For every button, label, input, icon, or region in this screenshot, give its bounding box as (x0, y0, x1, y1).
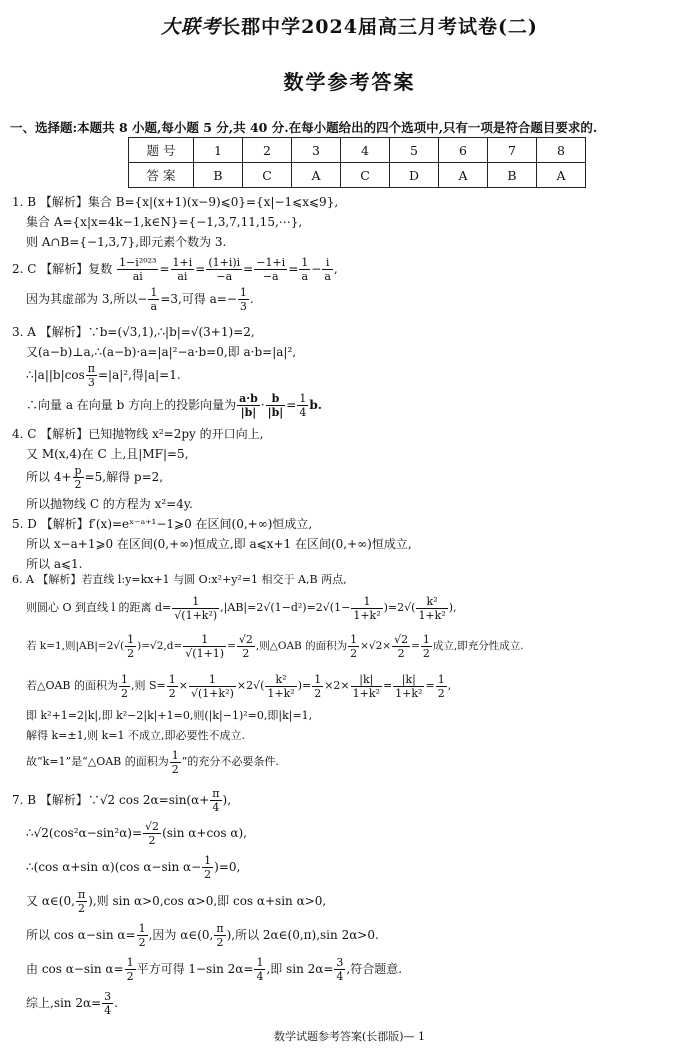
fraction (351, 595, 382, 622)
fraction-den: 1+k² (353, 608, 381, 622)
q6-text: ”的充分不必要条件. (181, 755, 279, 768)
table-row-answers (129, 163, 586, 188)
q1-line: 则 A∩B={−1,3,7},即元素个数为 3. (26, 235, 227, 249)
q6-text: = (227, 640, 236, 652)
q2-line: 2. C 【解析】复数 $\frac{\text{1−i²⁰²³}}{ai}$ = $\frac{1+i}{ai}$ = $\frac{(1+i)i}{-a}$ = $\frac{-1+i}{-a}$ = $\frac{1}{a}$ − $\frac{i}{a}$ , (12, 256, 338, 283)
fraction-num: √2 (145, 820, 160, 833)
fraction-num: 1 (299, 392, 307, 405)
fraction (119, 673, 130, 700)
fraction (421, 633, 432, 660)
q5-line: 5. D 【解析】f′(x)=eˣ⁻ᵃ⁺¹−1⩾0 在区间(0,+∞)恒成立, (12, 517, 313, 531)
q7-line (12, 918, 688, 952)
q6-text: )=√2,d= (137, 640, 183, 652)
fraction-den: 1+k² (418, 608, 446, 622)
fraction (265, 673, 296, 700)
fraction-den: |b| (240, 406, 257, 419)
q4-line: 所以抛物线 C 的方程为 x²=4y. (26, 497, 193, 511)
q5-line: 所以 a⩽1. (26, 557, 83, 571)
exam-title (0, 12, 699, 39)
fraction-num: 1 (121, 672, 129, 686)
solution-q7 (12, 784, 688, 1020)
fraction (206, 256, 242, 283)
q3-text: ∴|a||b|cos (26, 368, 85, 382)
fraction-den: 3 (239, 300, 247, 313)
fraction (393, 673, 424, 700)
fraction-num: (1+i)i (208, 256, 241, 269)
fraction-den: a (301, 270, 309, 283)
fraction-den: √(1+1) (185, 646, 225, 660)
table-cell-answer: A (537, 163, 586, 188)
fraction-den: 1+k² (352, 686, 380, 700)
table-cell-answer: A (439, 163, 488, 188)
answer-table (128, 137, 586, 188)
solution-q1 (12, 192, 688, 252)
fraction-den: 1+k² (267, 686, 295, 700)
fraction-num: π (87, 362, 95, 375)
table-row-numbers (129, 138, 586, 163)
solution-q5 (12, 514, 688, 574)
q7-text: 7. B 【解析】∵√2 cos 2α=sin(α+ (12, 793, 210, 807)
fraction-num: 1−i²⁰²³ (119, 256, 157, 269)
q4-line: 4. C 【解析】已知抛物线 x²=2py 的开口向上, (12, 427, 264, 441)
solution-q3 (12, 322, 688, 424)
fraction-den: 2 (314, 686, 322, 700)
fraction-den: −a (216, 270, 233, 283)
fraction (266, 392, 286, 419)
fraction-num: k² (416, 595, 447, 609)
fraction-den: 1+k² (395, 686, 423, 700)
fraction-num: 1 (138, 922, 146, 935)
answer-subtitle: 数学参考答案 (283, 70, 416, 94)
fraction-num: 1 (351, 595, 382, 609)
table-cell-answer: D (390, 163, 439, 188)
q6-text: × (178, 679, 188, 692)
fraction-num: 1 (314, 672, 322, 686)
q7-text: 又 α∈(0, (26, 894, 75, 908)
solution-q6 (12, 570, 688, 778)
fraction-den: 2 (74, 478, 82, 491)
q6-text: )= (297, 679, 312, 692)
q6-text: 若△OAB 的面积为 (26, 679, 119, 692)
fraction (237, 633, 255, 660)
q6-text: 故“k=1”是“△OAB 的面积为 (26, 755, 169, 768)
table-cell-answer: A (292, 163, 341, 188)
fraction-num: b (266, 392, 286, 406)
q6-line (12, 626, 688, 666)
fraction-num: √2 (394, 632, 409, 646)
fraction (76, 888, 87, 915)
fraction-num: 1 (168, 672, 176, 686)
fraction (170, 749, 181, 776)
q7-text: ,符合题意. (346, 962, 403, 976)
q6-text: ,|AB|=2√(1−d²)=2√(1− (220, 601, 351, 614)
q3-text: = (286, 398, 297, 412)
q3-line: 又(a−b)⊥a,∴(a−b)·a=|a|²−a·b=0,即 a·b=|a|², (26, 345, 297, 359)
solution-q4 (12, 424, 688, 514)
q6-text: ×√2× (360, 640, 392, 652)
q2-text: 2. C 【解析】复数 (12, 262, 113, 276)
fraction (322, 256, 333, 283)
table-cell-answer: C (341, 163, 390, 188)
q7-text: (sin α+cos α), (162, 826, 247, 840)
fraction-den: 2 (78, 902, 86, 915)
q6-text: )=2√( (383, 601, 416, 614)
q6-text: = (411, 640, 420, 652)
fraction (254, 956, 265, 983)
fraction-num: 1 (126, 956, 134, 969)
q7-line (12, 952, 688, 986)
fraction-num: i (322, 256, 333, 270)
fraction-den: √(1+k²) (174, 608, 218, 622)
q4-line: 又 M(x,4)在 C 上,且|MF|=5, (26, 447, 189, 461)
table-header-answer: 答 案 (129, 163, 194, 188)
q6-line: 6. A 【解析】若直线 l:y=kx+1 与圆 O:x²+y²=1 相交于 A,B 两点, (12, 573, 347, 586)
table-cell-number: 8 (537, 138, 586, 163)
q6-text: ), (448, 601, 457, 614)
fraction (436, 673, 447, 700)
q4-text: 所以 4+ (26, 470, 72, 484)
q3-text: b. (309, 398, 322, 412)
fraction-den: 4 (212, 801, 220, 814)
fraction-den: 4 (104, 1004, 112, 1017)
q7-text: )=0, (214, 860, 241, 874)
fraction-num: 3 (104, 990, 112, 1003)
fraction-den: ai (132, 270, 143, 283)
q6-text: 则圆心 O 到直线 l 的距离 d= (26, 601, 172, 614)
fraction-den: 2 (148, 834, 156, 847)
q6-line (12, 666, 688, 706)
fraction-num: |k| (351, 673, 382, 687)
fraction-num: π (212, 787, 220, 800)
fraction-num: 1 (172, 595, 219, 609)
exam-title-text: 长郡中学2024届高三月考试卷(二) (221, 16, 538, 38)
fraction (416, 595, 447, 622)
fraction-num: −1+i (256, 256, 286, 269)
table-cell-number: 6 (439, 138, 488, 163)
q7-text: 平方可得 1−sin 2α= (136, 962, 254, 976)
table-cell-number: 5 (390, 138, 439, 163)
fraction (73, 464, 84, 491)
fraction-num: 1 (437, 672, 445, 686)
q7-text: 所以 cos α−sin α= (26, 928, 136, 942)
q3-text: · (260, 398, 265, 412)
fraction-num: k² (265, 673, 296, 687)
fraction-den: √(1+k²) (190, 686, 234, 700)
fraction (117, 256, 158, 283)
fraction-den: 2 (138, 936, 146, 949)
q6-text: ,则 S= (131, 679, 166, 692)
q7-text: 由 cos α−sin α= (26, 962, 124, 976)
q4-line (12, 464, 688, 494)
q6-text: = (382, 679, 393, 692)
q7-text: ),则 sin α>0,cos α>0,即 cos α+sin α>0, (88, 894, 327, 908)
fraction-den: a (324, 270, 331, 283)
table-cell-number: 7 (488, 138, 537, 163)
q7-text: ,因为 α∈(0, (148, 928, 214, 942)
fraction (102, 990, 113, 1017)
fraction-den: −a (262, 270, 279, 283)
q6-text: ×2√( (236, 679, 265, 692)
fraction-den: 2 (204, 868, 212, 881)
q2-text: 因为其虚部为 3,所以− (26, 292, 148, 306)
fraction-num: √2 (238, 632, 253, 646)
fraction (210, 787, 221, 814)
fraction-den: 4 (299, 406, 307, 419)
q6-text: = (425, 679, 435, 692)
fraction-num: 1 (127, 632, 135, 646)
fraction-num: 1 (204, 854, 212, 867)
fraction (312, 673, 323, 700)
fraction (254, 256, 287, 283)
fraction (137, 922, 148, 949)
fraction-den: 2 (437, 686, 445, 700)
q7-text: ,即 sin 2α= (266, 962, 334, 976)
fraction (86, 362, 97, 389)
fraction-den: 2 (242, 646, 250, 660)
q7-text: . (114, 996, 118, 1010)
q6-text: ,则△OAB 的面积为 (255, 640, 348, 652)
q5-line: 所以 x−a+1⩾0 在区间(0,+∞)恒成立,即 a⩽x+1 在区间(0,+∞)恒成立, (26, 537, 412, 551)
fraction (297, 392, 308, 419)
fraction-num: 1 (239, 286, 247, 299)
fraction-den: 2 (216, 936, 224, 949)
fraction (392, 633, 410, 660)
fraction-num: 1+i (172, 256, 193, 269)
fraction (183, 633, 226, 660)
fraction-num: π (216, 922, 224, 935)
q3-line (12, 362, 688, 392)
fraction-num: 1 (189, 673, 236, 687)
fraction (171, 256, 195, 283)
fraction-num: 1 (171, 748, 179, 762)
fraction-den: 2 (121, 686, 129, 700)
fraction-num: 1 (183, 633, 226, 647)
fraction (148, 286, 159, 313)
fraction (172, 595, 219, 622)
fraction-den: 2 (127, 646, 135, 660)
q3-line: 3. A 【解析】∵b=(√3,1),∴|b|=√(3+1)=2, (12, 325, 255, 339)
fraction-num: π (77, 888, 86, 901)
fraction-den: 2 (350, 646, 358, 660)
table-cell-answer: B (194, 163, 243, 188)
fraction-num: 1 (150, 286, 158, 299)
fraction-den: 3 (87, 376, 95, 389)
q1-line: 1. B 【解析】集合 B={x|(x+1)(x−9)⩽0}={x|−1⩽x⩽9}, (12, 195, 339, 209)
fraction-den: 2 (171, 762, 179, 776)
q6-text: 若 k=1,则|AB|=2√( (26, 640, 125, 652)
fraction (125, 956, 136, 983)
fraction (351, 673, 382, 700)
fraction (189, 673, 236, 700)
fraction (237, 392, 260, 419)
q3-line (12, 392, 688, 424)
fraction-den: a (150, 300, 158, 313)
brand-logo-text: 大联考 (161, 16, 222, 38)
q7-line (12, 986, 688, 1020)
table-header-number: 题 号 (129, 138, 194, 163)
fraction-num: 1 (256, 956, 264, 969)
table-cell-number: 4 (341, 138, 390, 163)
q3-text: =|a|²,得|a|=1. (97, 368, 181, 382)
fraction-num: 3 (336, 956, 344, 969)
fraction-num: |k| (393, 673, 424, 687)
fraction (334, 956, 345, 983)
q6-line: 即 k²+1=2|k|,即 k²−2|k|+1=0,则(|k|−1)²=0,即|k|=1, (26, 709, 313, 722)
q7-text: ∴√2(cos²α−sin²α)= (26, 826, 143, 840)
table-cell-answer: C (243, 163, 292, 188)
fraction (143, 820, 161, 847)
q6-text: , (447, 679, 452, 692)
fraction-den: 2 (126, 970, 134, 983)
fraction-den: 2 (422, 646, 430, 660)
table-cell-number: 3 (292, 138, 341, 163)
fraction (214, 922, 225, 949)
q7-line (12, 784, 688, 816)
fraction-num: 1 (422, 632, 430, 646)
table-cell-number: 1 (194, 138, 243, 163)
q6-text: 成立,即充分性成立. (432, 640, 524, 652)
q7-text: 综上,sin 2α= (26, 996, 102, 1010)
q6-line (12, 590, 688, 626)
fraction (299, 256, 310, 283)
q7-text: ),所以 2α∈(0,π),sin 2α>0. (226, 928, 379, 942)
q3-text: ∴向量 a 在向量 b 方向上的投影向量为 (26, 398, 237, 412)
fraction (238, 286, 249, 313)
q7-line (12, 850, 688, 884)
q6-line: 解得 k=±1,则 k=1 不成立,即必要性不成立. (26, 729, 245, 742)
fraction (202, 854, 213, 881)
q2-text: . (249, 292, 254, 306)
fraction-den: |b| (267, 406, 284, 419)
q7-line (12, 884, 688, 918)
q7-text: ), (222, 793, 232, 807)
q2-text: =3,可得 a=− (160, 292, 237, 306)
fraction-den: ai (177, 270, 188, 283)
q1-line: 集合 A={x|x=4k−1,k∈N}={−1,3,7,11,15,⋯}, (26, 215, 303, 229)
fraction-den: 4 (336, 970, 344, 983)
solution-q2 (12, 256, 688, 316)
page-footer: 数学试题参考答案(长郡版)— 1 (273, 1030, 426, 1043)
q2-line (12, 286, 688, 316)
fraction-num: 1 (350, 632, 358, 646)
q7-text: ∴(cos α+sin α)(cos α−sin α− (26, 860, 202, 874)
fraction-den: 2 (168, 686, 176, 700)
table-cell-answer: B (488, 163, 537, 188)
fraction-num: 1 (301, 256, 309, 269)
q7-line (12, 816, 688, 850)
fraction (167, 673, 178, 700)
fraction-den: 4 (256, 970, 264, 983)
q4-text: =5,解得 p=2, (84, 470, 164, 484)
fraction-num: a·b (239, 392, 258, 405)
fraction-num: p (74, 464, 82, 477)
fraction (348, 633, 359, 660)
q6-text: ×2× (324, 679, 350, 692)
fraction-den: 2 (397, 646, 405, 660)
section-heading: 一、选择题:本题共 8 小题,每小题 5 分,共 40 分.在每小题给出的四个选项中,只有一项是符合题目要求的. (10, 120, 598, 135)
fraction (125, 633, 136, 660)
q6-line (12, 746, 688, 778)
table-cell-number: 2 (243, 138, 292, 163)
